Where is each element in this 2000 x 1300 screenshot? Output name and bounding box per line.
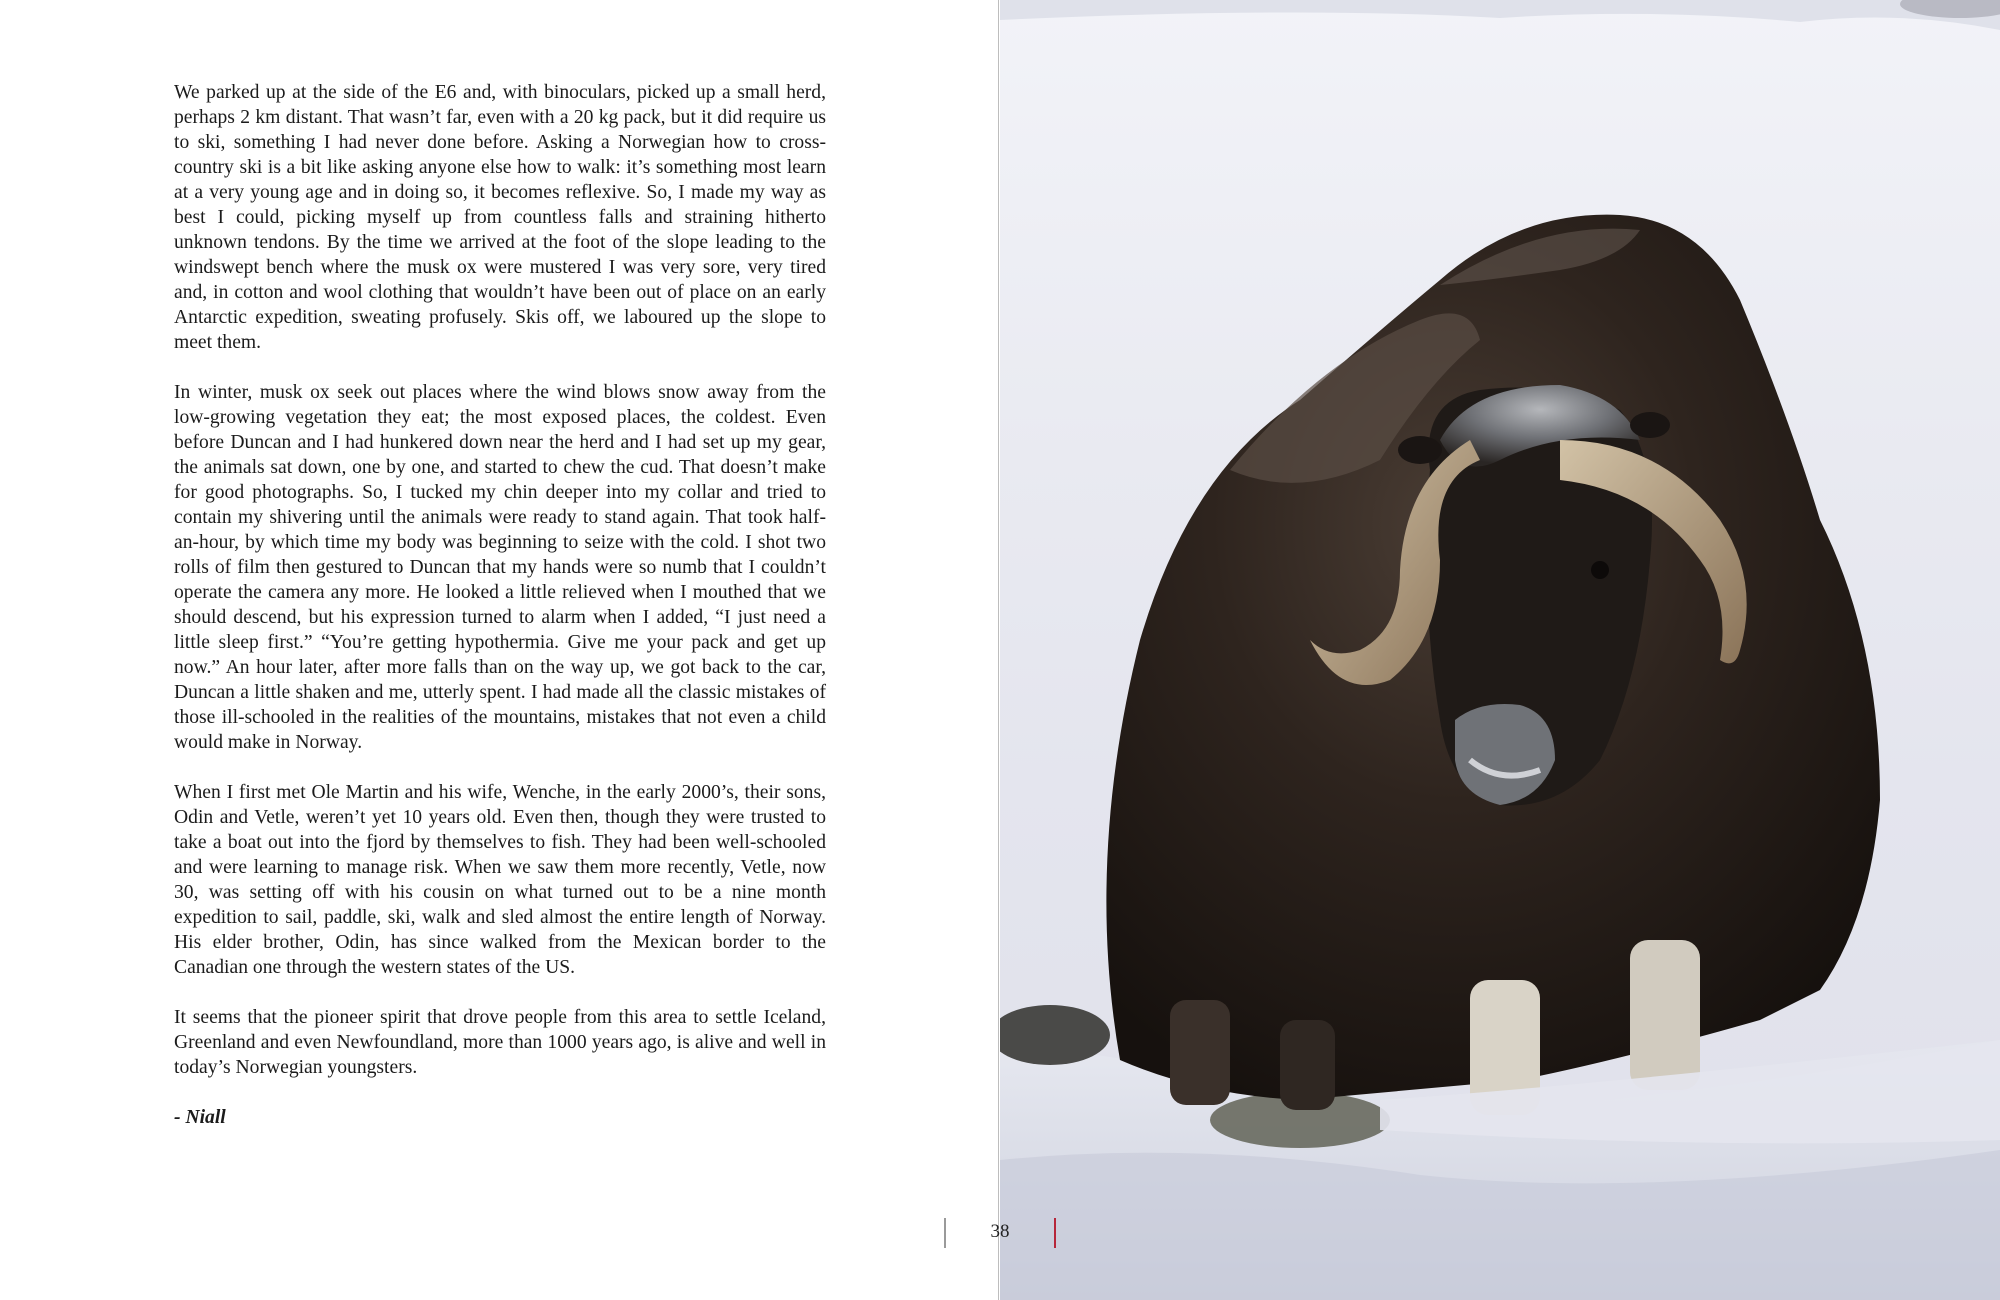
front-leg — [1630, 940, 1700, 1090]
paragraph-3: When I first met Ole Martin and his wife, Wenche, in the early 2000’s, their sons, Odin and Vetle, weren’t yet 10 years old. Even then, though they were trusted to take a boat out into the fjord by themselves to fish. They had been well-schooled and were learning to manage risk. When we saw them more recently, Vetle, now 30, was setting off with his cousin on what turned out to be a nine month expedition to sail, paddle, ski, walk and sled almost the entire length of Norway. His elder brother, Odin, has since walked from the Mexican border to the Canadian one through the western states of the US. — [174, 782, 826, 978]
musk-ox-photo — [1000, 0, 2000, 1300]
right-page — [1000, 0, 2000, 1300]
distant-hill — [1000, 0, 2000, 30]
paragraph-1: We parked up at the side of the E6 and, with binoculars, picked up a small herd, perhaps 2 km distant. That wasn’t far, even with a 20 kg pack, but it did require us to ski, something I had never done before. Asking a Norwegian how to cross-country ski is a bit like asking anyone else how to walk: it’s something most learn at a very young age and in doing so, it becomes reflexive. So, I made my way as best I could, picking myself up from countless falls and straining hitherto unknown tendons. By the time we arrived at the foot of the slope leading to the windswept bench where the musk ox were mustered I was very sore, very tired and, in cotton and wool clothing that wouldn’t have been out of place on an early Antarctic expedition, sweating profusely. Skis off, we laboured up the slope to meet them. — [174, 82, 826, 353]
page-number: 38 — [990, 1221, 1010, 1242]
page-number-folio — [944, 1218, 1056, 1248]
signature-dash: - — [174, 1107, 186, 1128]
ear — [1630, 412, 1670, 438]
folio-rule-right — [1054, 1218, 1056, 1248]
paragraph-2: In winter, musk ox seek out places where the wind blows snow away from the low-growing vegetation they eat; the most exposed places, the coldest. Even before Duncan and I had hunkered down near the herd and I had set up my gear, the animals sat down, one by one, and started to chew the cud. That doesn’t make for good photographs. So, I tucked my chin deeper into my collar and tried to contain my shivering until the animals were ready to stand again. That took half-an-hour, by which time my body was beginning to seize with the cold. I shot two rolls of film then gestured to Duncan that my hands were so numb that I couldn’t operate the camera any more. He looked a little relieved when I mouthed that we should descend, but his expression turned to alarm when I added, “I just need a little sleep first.” “You’re getting hypothermia. Give me your pack and get up now.” An hour later, after more falls than on the way up, we got back to the car, Duncan a little shaken and me, utterly spent. I had made all the classic mistakes of those ill-schooled in the realities of the mountains, mistakes that not even a child would make in Norway. — [174, 382, 826, 753]
ear — [1398, 436, 1442, 464]
eye — [1591, 561, 1609, 579]
left-page — [0, 0, 999, 1300]
author-signature — [174, 1105, 826, 1130]
paragraph-4: It seems that the pioneer spirit that drove people from this area to settle Iceland, Greenland and even Newfoundland, more than 1000 years ago, is alive and well in today’s Norwegian youngsters. — [174, 1007, 826, 1078]
rear-leg — [1170, 1000, 1230, 1105]
body-text — [174, 80, 826, 1155]
signature-name: Niall — [185, 1107, 226, 1128]
rear-leg — [1280, 1020, 1335, 1110]
